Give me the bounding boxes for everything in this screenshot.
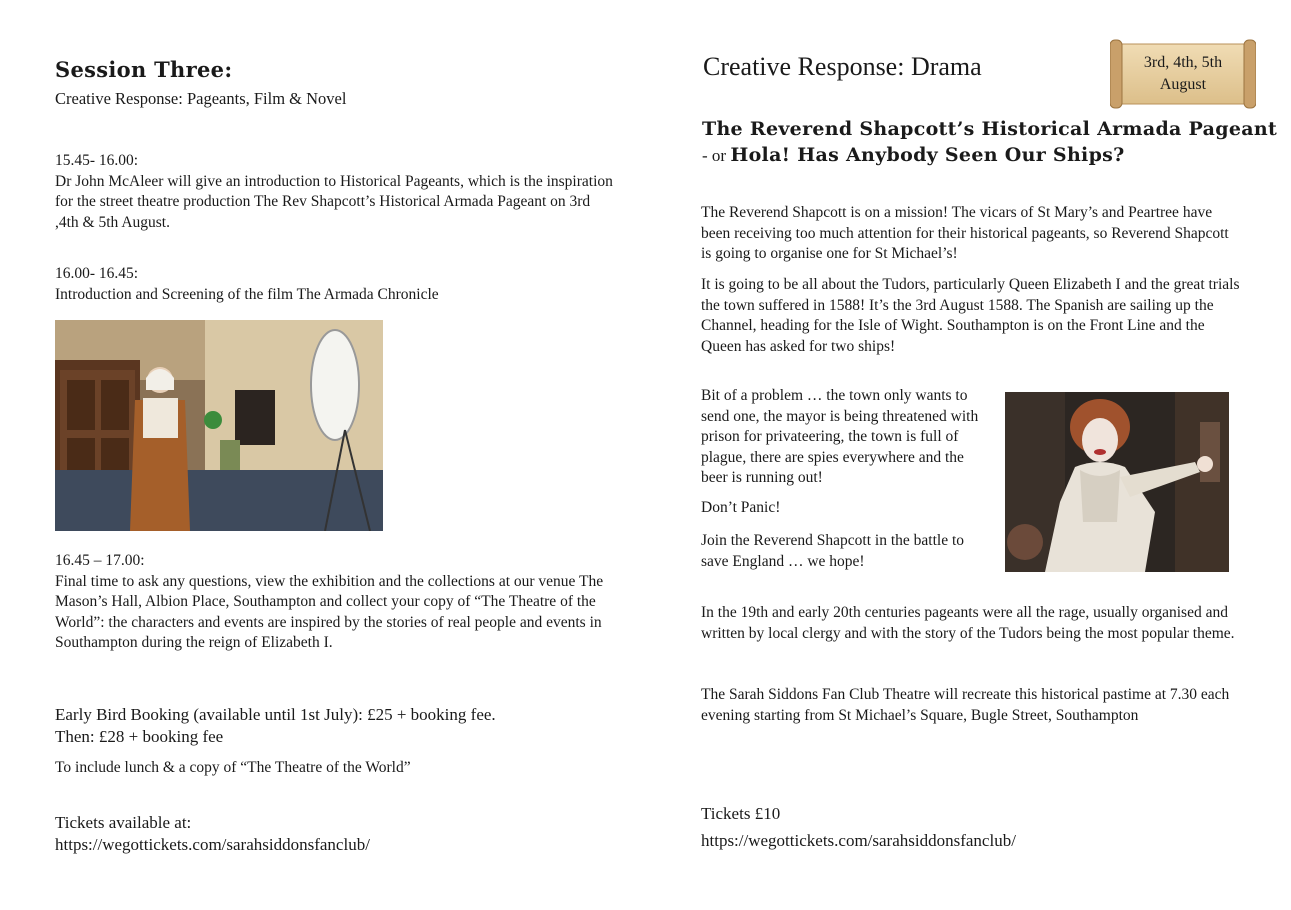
- booking-info: [55, 704, 496, 748]
- pageant-title: The Reverend Shapcott’s Historical Armada Pageant: [702, 118, 1278, 140]
- description-paragraph: The Sarah Siddons Fan Club Theatre will recreate this historical pastime at 7.30 each evening starting from St Michael’s Square, Bugle Street, Southampton: [701, 686, 1230, 724]
- session-subtitle: Creative Response: Pageants, Film & Novel: [55, 89, 347, 108]
- tickets-price: Tickets £10: [701, 804, 781, 823]
- tickets-info: [701, 800, 1016, 854]
- page-title: Creative Response: Drama: [703, 52, 982, 81]
- pageant-subtitle: [702, 144, 1125, 167]
- description-paragraph: The Reverend Shapcott is on a mission! The vicars of St Mary’s and Peartree have been receiving too much attention for their historical pageants, so Reverend Shapcott is going to organise one for St Michael’s!: [701, 204, 1229, 262]
- schedule-item: [55, 264, 615, 305]
- schedule-time: 15.45- 16.00:: [55, 152, 139, 169]
- tickets-url[interactable]: https://wegottickets.com/sarahsiddonsfanclub/: [701, 831, 1016, 850]
- performer-photo: [1005, 392, 1229, 572]
- description-paragraph: It is going to be all about the Tudors, particularly Queen Elizabeth I and the great trials the town suffered in 1588! It’s the 3rd August 1588. The Spanish are sailing up the Channel, heading for the Isle of Wight. Southampton is on the Front Line and the Queen has asked for two ships!: [701, 276, 1240, 355]
- schedule-text: Final time to ask any questions, view the exhibition and the collections at our venue The Mason’s Hall, Albion Place, Southampton and collect your copy of “The Theatre of the World”: the characters and events are inspired by the stories of real people and events in Southampton during the reign of Elizabeth I.: [55, 572, 604, 651]
- pageant-alt-title: Hola! Has Anybody Seen Our Ships?: [730, 144, 1125, 166]
- description-paragraph: Don’t Panic!: [701, 499, 781, 516]
- lunch-note: To include lunch & a copy of “The Theatre of the World”: [55, 759, 411, 776]
- standard-price: Then: £28 + booking fee: [55, 727, 224, 746]
- dates-badge-line2: August: [1159, 76, 1207, 93]
- description-paragraph: Join the Reverend Shapcott in the battle to save England … we hope!: [701, 532, 965, 570]
- performer-illustration: [1005, 392, 1229, 572]
- dates-badge-line1: 3rd, 4th, 5th: [1143, 54, 1223, 71]
- session-title: Session Three:: [55, 57, 233, 82]
- pageant-or: - or: [702, 146, 731, 165]
- film-still-illustration: [55, 320, 383, 531]
- schedule-item: [55, 151, 615, 233]
- description-paragraph: Bit of a problem … the town only wants to send one, the mayor is being threatened with prison for privateering, the town is full of plague, there are spies everywhere and the beer is running out!: [701, 387, 979, 486]
- schedule-time: 16.45 – 17.00:: [55, 552, 145, 569]
- tickets-info: [55, 812, 370, 856]
- early-bird-price: Early Bird Booking (available until 1st July): £25 + booking fee.: [55, 705, 496, 724]
- description-paragraph: In the 19th and early 20th centuries pageants were all the rage, usually organised and written by local clergy and with the story of the Tudors being the most popular theme.: [701, 604, 1235, 642]
- tickets-url[interactable]: https://wegottickets.com/sarahsiddonsfanclub/: [55, 835, 370, 854]
- schedule-text: Introduction and Screening of the film The Armada Chronicle: [55, 285, 439, 303]
- schedule-item: [55, 551, 615, 654]
- schedule-text: Dr John McAleer will give an introduction to Historical Pageants, which is the inspiration for the street theatre production The Rev Shapcott’s Historical Armada Pageant on 3rd ,4th & 5th August.: [55, 172, 613, 231]
- film-still-photo: [55, 320, 383, 531]
- dates-badge: [1116, 52, 1250, 96]
- schedule-time: 16.00- 16.45:: [55, 265, 139, 282]
- tickets-label: Tickets available at:: [55, 813, 192, 832]
